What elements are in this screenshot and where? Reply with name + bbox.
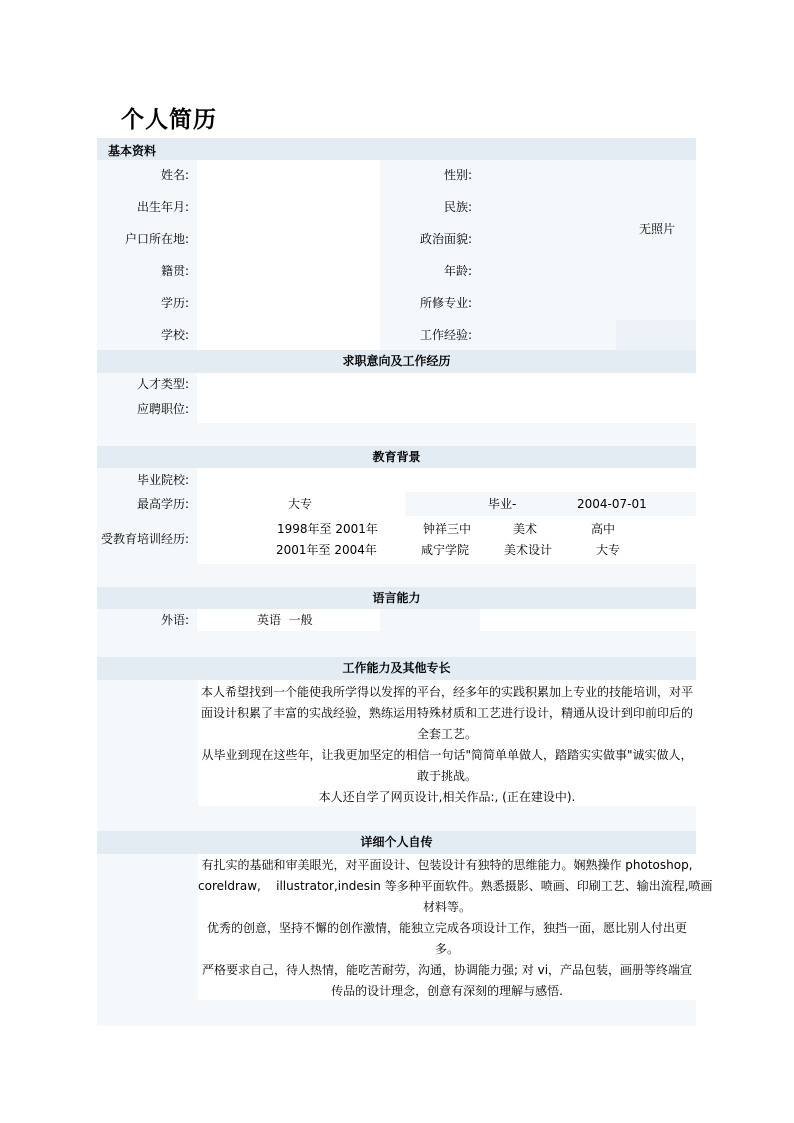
label-foreign-language: 外语: bbox=[160, 613, 189, 627]
basic-info-header-text: 基本资料 bbox=[108, 144, 157, 158]
skills-line: 从毕业到现在这些年，让我更加坚定的相信一句话"简简单单做人，踏踏实实做事"诚实做人， bbox=[201, 748, 693, 762]
label-native-place: 籍贯: bbox=[160, 264, 189, 278]
label-training: 受教育培训经历: bbox=[100, 532, 189, 546]
training-major-1: 美术 bbox=[513, 522, 538, 536]
label-grad-school: 毕业院校: bbox=[136, 473, 189, 487]
label-hukou: 户口所在地: bbox=[124, 232, 189, 246]
highest-degree-value: 大专 bbox=[288, 497, 313, 511]
autobio-line: 传品的设计理念，创意有深刻的理解与感悟. bbox=[331, 984, 563, 998]
photo-box bbox=[616, 160, 696, 320]
basic-label-col-left bbox=[97, 160, 197, 350]
autobio-spacer bbox=[97, 1000, 696, 1026]
label-school: 学校: bbox=[160, 328, 189, 342]
edu-grad-cell bbox=[405, 492, 696, 516]
language-header bbox=[97, 587, 696, 609]
basic-value-col-left bbox=[197, 160, 380, 350]
training-school-1: 钟祥三中 bbox=[423, 522, 472, 536]
label-education: 学历: bbox=[160, 296, 189, 310]
training-major-2: 美术设计 bbox=[504, 543, 553, 557]
foreign-language-value: 英语 一般 bbox=[257, 613, 313, 627]
language-header-text: 语言能力 bbox=[372, 591, 421, 605]
autobio-line: 材料等。 bbox=[422, 900, 471, 914]
training-period-1: 1998年至 2001年 bbox=[277, 522, 378, 536]
label-gender: 性别: bbox=[443, 168, 472, 182]
photo-box-lower bbox=[616, 320, 696, 350]
label-political: 政治面貌: bbox=[419, 232, 472, 246]
label-talent-type: 人才类型: bbox=[136, 377, 189, 391]
lang-right-cell bbox=[480, 609, 696, 631]
training-level-2: 大专 bbox=[596, 543, 621, 557]
skills-label-col bbox=[97, 680, 198, 806]
page-title: 个人简历 bbox=[121, 106, 217, 133]
skills-text bbox=[198, 682, 696, 808]
label-experience: 工作经验: bbox=[419, 328, 472, 342]
lang-mid-cell bbox=[380, 609, 480, 631]
skills-header-text: 工作能力及其他专长 bbox=[342, 661, 451, 675]
autobio-line: coreldraw, illustrator,indesin 等多种平面软件。熟悉摄影、喷画、印刷工艺、输出流程,喷画 bbox=[198, 879, 713, 893]
grad-label: 毕业- bbox=[488, 497, 517, 511]
label-name: 姓名: bbox=[160, 168, 189, 182]
grad-date: 2004-07-01 bbox=[577, 497, 647, 511]
education-header bbox=[97, 446, 696, 468]
label-ethnicity: 民族: bbox=[443, 200, 472, 214]
autobio-text bbox=[198, 855, 713, 1002]
autobio-line: 多。 bbox=[434, 942, 459, 956]
skills-line: 全套工艺。 bbox=[416, 727, 477, 741]
training-period-2: 2001年至 2004年 bbox=[276, 543, 377, 557]
skills-line: 敢于挑战。 bbox=[416, 769, 477, 783]
autobio-label-col bbox=[97, 854, 198, 1000]
skills-spacer bbox=[97, 806, 696, 831]
label-highest-degree: 最高学历: bbox=[136, 497, 189, 511]
skills-line: 面设计积累了丰富的实战经验，熟练运用特殊材质和工艺进行设计，精通从设计到印前印后的 bbox=[200, 706, 693, 720]
basic-label-col-right bbox=[380, 160, 480, 350]
job-header bbox=[97, 350, 696, 373]
photo-placeholder: 无照片 bbox=[639, 222, 676, 236]
basic-info-header bbox=[97, 138, 696, 160]
job-header-text: 求职意向及工作经历 bbox=[342, 354, 451, 368]
autobio-header-text: 详细个人自传 bbox=[360, 835, 433, 849]
training-level-1: 高中 bbox=[591, 522, 616, 536]
autobio-header bbox=[97, 831, 696, 854]
autobio-line: 优秀的创意，坚持不懈的创作激情，能独立完成各项设计工作，独挡一面，愿比别人付出更 bbox=[206, 921, 687, 935]
autobio-line: 有扎实的基础和审美眼光，对平面设计、包装设计有独特的思维能力。娴熟操作 photoshop, bbox=[201, 858, 693, 872]
skills-line: 本人希望找到一个能使我所学得以发挥的平台，经多年的实践积累加上专业的技能培训，对平 bbox=[200, 685, 693, 699]
training-school-2: 咸宁学院 bbox=[421, 543, 470, 557]
label-position: 应聘职位: bbox=[136, 402, 189, 416]
autobio-line: 严格要求自己，待人热情，能吃苦耐劳，沟通，协调能力强; 对 vi，产品包装，画册等终端宣 bbox=[201, 963, 693, 977]
label-age: 年龄: bbox=[443, 264, 472, 278]
label-major: 所修专业: bbox=[419, 296, 472, 310]
basic-value-col-right bbox=[480, 160, 616, 350]
job-value-col bbox=[197, 373, 696, 423]
job-spacer bbox=[97, 423, 696, 446]
skills-header bbox=[97, 657, 696, 680]
lang-spacer bbox=[97, 631, 696, 657]
education-header-text: 教育背景 bbox=[372, 450, 421, 464]
skills-line: 本人还自学了网页设计,相关作品:, (正在建设中). bbox=[318, 790, 576, 804]
edu-spacer bbox=[97, 564, 696, 587]
label-birth: 出生年月: bbox=[136, 200, 189, 214]
